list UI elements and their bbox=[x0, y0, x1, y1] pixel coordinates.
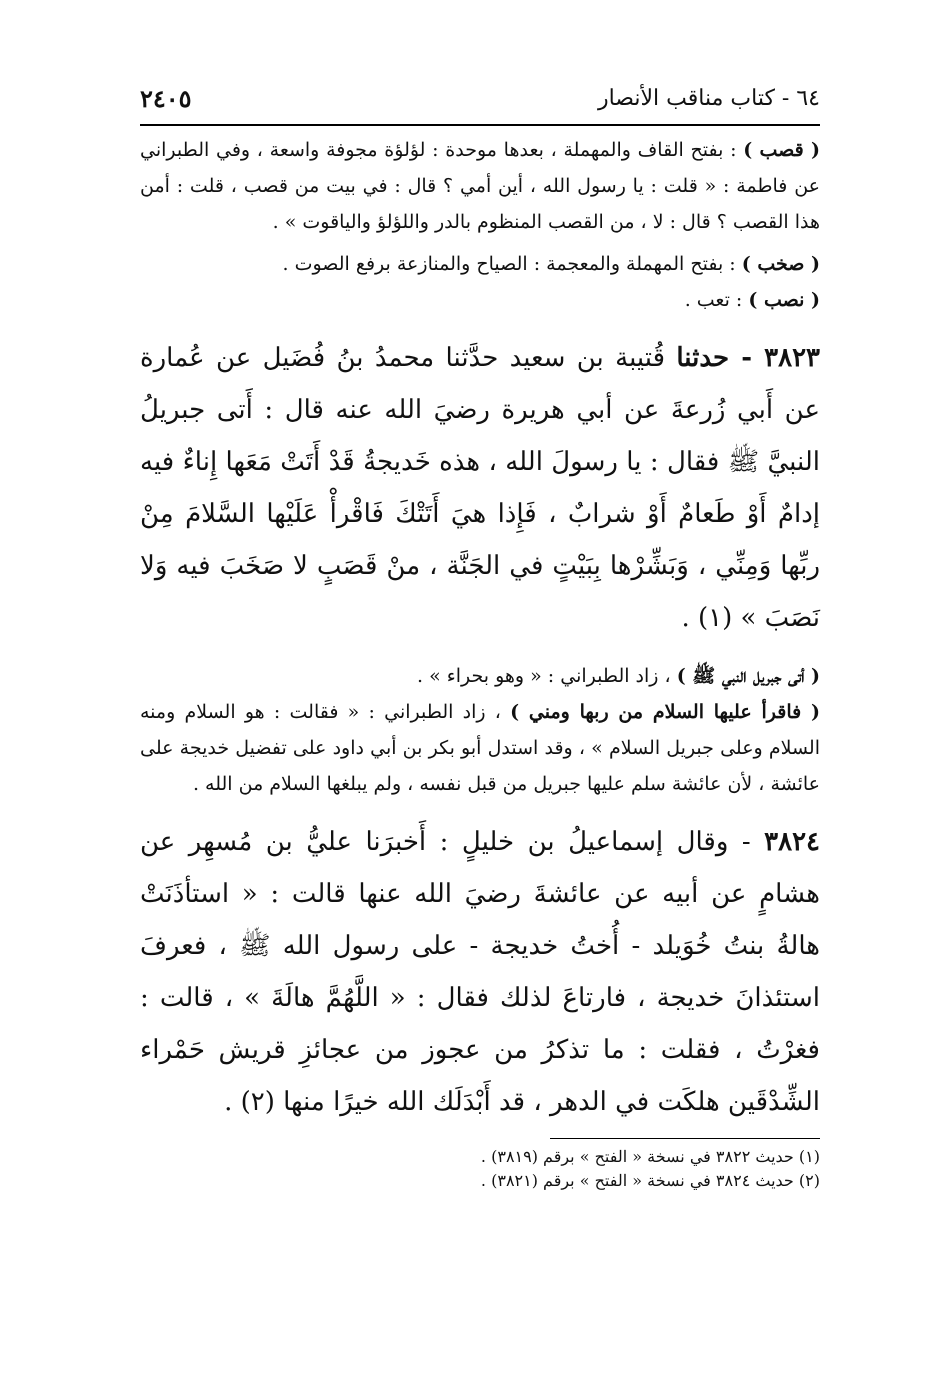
footnote-2: (٢) حديث ٣٨٢٤ في نسخة « الفتح » برقم (٣٨٢١) . bbox=[480, 1171, 820, 1190]
commentary-term: ( أتى جبريل النبي ﷺ ) bbox=[676, 665, 820, 687]
commentary-term: ( فاقرأ عليها السلام من ربها ومني ) bbox=[510, 701, 820, 723]
hadith-text: قُتيبة بن سعيد حدَّثنا محمدُ بنُ فُضَيل عن عُمارة عن أَبي زُرعةَ عن أبي هريرة رضيَ الله عنه قال : أَتى جبريلُ النبيَّ ﷺ فقال : يا رسولَ الله ، هذه خَديجةُ قَدْ أَتَتْ مَعَها إِناءٌ فيه إدامٌ أَوْ طَعامٌ أَوْ شرابٌ ، فَإِذا هيَ أَتَتْكَ فَاقْرأْ عَلَيْها السَّلامَ مِنْ ربِّها وَمِنِّي ، وَبَشِّرْها بِبَيْتٍ في الجَنَّة ، منْ قَصَبٍ لا صَخَبَ فيه وَلا نَصَبَ » (١) . bbox=[140, 343, 820, 633]
gloss-term: ( نصب ) bbox=[748, 289, 820, 311]
gloss-text: : بفتح المهملة والمعجمة : الصياح والمنازعة برفع الصوت . bbox=[282, 253, 742, 275]
gloss-text: : بفتح القاف والمهملة ، بعدها موحدة : لؤلؤة مجوفة واسعة ، وفي الطبراني عن فاطمة : « قلت : يا رسول الله ، أين أمي ؟ قال : في بيت من قصب ، قلت : أمن هذا القصب ؟ قال : لا ، من القصب المنظوم بالدر واللؤلؤ والياقوت » . bbox=[140, 139, 820, 233]
gloss-nasab bbox=[140, 282, 820, 318]
document-page bbox=[140, 78, 820, 1193]
commentary-text: ، زاد الطبراني : « وهو بحراء » . bbox=[417, 665, 677, 687]
chapter-title: ٦٤ - كتاب مناقب الأنصار bbox=[597, 86, 820, 111]
gloss-text: : تعب . bbox=[684, 289, 749, 311]
footnote-rule bbox=[550, 1138, 820, 1139]
commentary-salam bbox=[140, 694, 820, 802]
gloss-term: ( قصب ) bbox=[743, 139, 820, 161]
hadith-number: ٣٨٢٤ bbox=[764, 827, 820, 857]
commentary-text: ، زاد الطبراني : « فقالت : هو السلام ومنه السلام وعلى جبريل السلام » ، وقد استدل أبو بكر بن أبي داود على تفضيل خديجة على عائشة ، لأن عائشة سلم عليها جبريل من قبل نفسه ، ولم يبلغها السلام من الله . bbox=[140, 701, 820, 795]
commentary-jibril bbox=[140, 658, 820, 694]
gloss-qasab bbox=[140, 132, 820, 240]
gloss-term: ( صخب ) bbox=[741, 253, 820, 275]
footnote-1: (١) حديث ٣٨٢٢ في نسخة « الفتح » برقم (٣٨١٩) . bbox=[480, 1147, 820, 1166]
gloss-sakhab bbox=[140, 246, 820, 282]
header-rule bbox=[140, 124, 820, 126]
hadith-3823 bbox=[140, 332, 820, 644]
hadith-text: - وقال إسماعيلُ بن خليلٍ : أَخبرَنا عليُّ بن مُسهِر عن هشامٍ عن أبيه عن عائشةَ رضيَ الله عنها قالت : « استأذَنَتْ هالةُ بنتُ خُوَيلد - أُختُ خديجة - على رسول الله ﷺ ، فعرفَ استئذانَ خديجة ، فارتاعَ لذلك فقال : « اللَّهُمَّ هالَةَ » ، قالت : فغرْتُ ، فقلت : ما تذكرُ من عجوز من عجائزِ قريش حَمْراء الشِّدْقَين هلكَت في الدهر ، قد أَبْدَلَك الله خيرًا منها (٢) . bbox=[140, 827, 820, 1117]
hadith-number: ٣٨٢٣ - حدثنا bbox=[676, 343, 820, 373]
page-header bbox=[140, 78, 820, 120]
hadith-3824 bbox=[140, 816, 820, 1128]
page-number: ٢٤٠٥ bbox=[140, 84, 192, 113]
footnotes bbox=[140, 1145, 820, 1193]
